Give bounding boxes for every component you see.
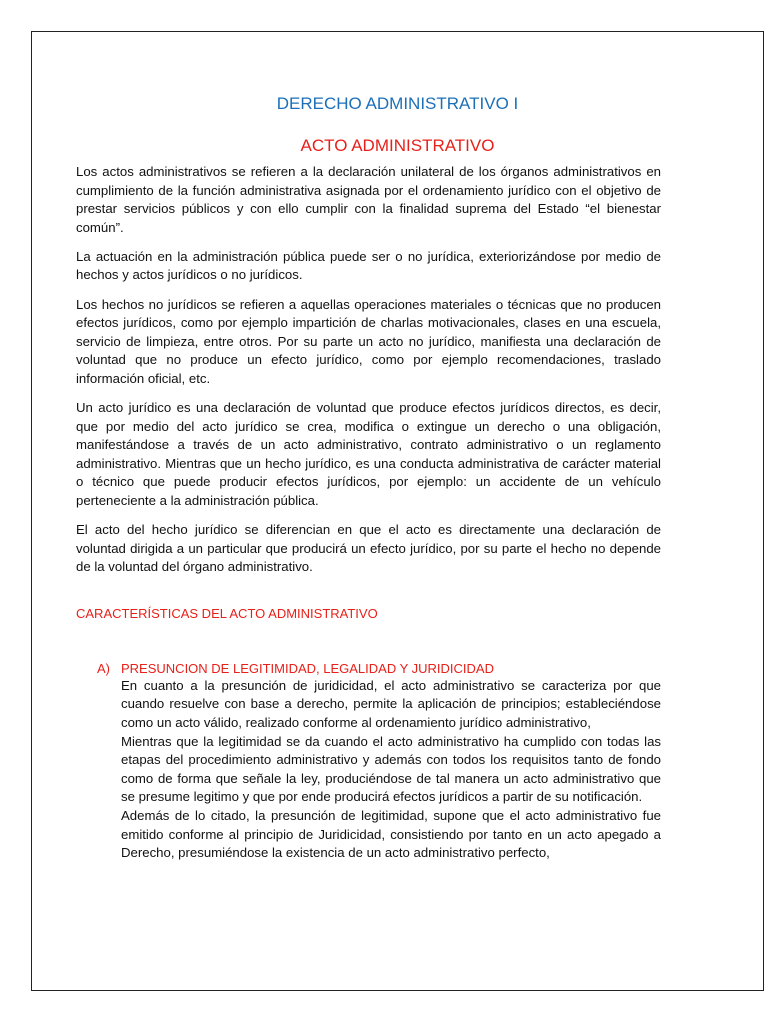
- document-title: DERECHO ADMINISTRATIVO I: [276, 94, 519, 113]
- paragraph-4: Un acto jurídico es una declaración de voluntad que produce efectos jurídicos directos, es decir, que por medio del acto jurídico se crea, modifica o extingue un derecho o una obligación, manifestándose a través de un acto administrativo, contrato administrativo o un reglamento administrativo. Mientras que un hecho jurídico, es una conducta administrativa de carácter material o técnico que puede producir efectos jurídicos, por ejemplo: un accidente de un vehículo perteneciente a la administración pública.: [76, 400, 661, 508]
- paragraph-5: El acto del hecho jurídico se diferencian en que el acto es directamente una declaración de voluntad dirigida a un particular que producirá un efecto jurídico, por su parte el hecho no depende de la voluntad del órgano administrativo.: [76, 522, 661, 575]
- paragraph-2: La actuación en la administración pública puede ser o no jurídica, exteriorizándose por medio de hechos y actos jurídicos o no jurídicos.: [76, 248, 661, 283]
- document-subtitle: ACTO ADMINISTRATIVO: [300, 136, 495, 155]
- paragraph-3: Los hechos no jurídicos se refieren a aquellas operaciones materiales o técnicas que no producen efectos jurídicos, como por ejemplo impartición de charlas motivacionales, clases en una escuela, servicio de limpieza, entre otros. Por su parte un acto no jurídico, manifiesta una declaración de voluntad que no produce un efecto jurídico, como por ejemplo recomendaciones, traslado información oficial, etc.: [76, 296, 661, 386]
- document-body: [76, 163, 661, 863]
- item-a-body-line-2: Mientras que la legitimidad se da cuando el acto administrativo ha cumplido con todas las etapas del procedimiento administrativo y además con todos los requisitos tanto de fondo como de forma que señale la ley, produciéndose de tal manera un acto administrativo que se presume legitimo y que por ende producirá efectos jurídicos a partir de su notificación.: [121, 733, 661, 805]
- item-a-heading: PRESUNCION DE LEGITIMIDAD, LEGALIDAD Y JURIDICIDAD: [121, 660, 494, 676]
- item-a-marker: A): [97, 660, 110, 676]
- item-a-heading-row: [76, 660, 661, 677]
- item-a-body: [121, 677, 661, 863]
- paragraph-1: Los actos administrativos se refieren a la declaración unilateral de los órganos administrativos en cumplimiento de la función administrativa asignada por el ordenamiento jurídico con el objetivo de prestar servicios públicos y con ello cumplir con la finalidad suprema del Estado “el bienestar común”.: [76, 164, 661, 235]
- item-a-body-line-1: En cuanto a la presunción de juridicidad, el acto administrativo se caracteriza por que cuando resuelve con base a derecho, permite la aplicación de principios; estableciéndose como un acto válido, realizado conforme al ordenamiento jurídico administrativo,: [121, 677, 661, 731]
- section-heading: CARACTERÍSTICAS DEL ACTO ADMINISTRATIVO: [76, 605, 378, 621]
- item-a-body-line-3: Además de lo citado, la presunción de legitimidad, supone que el acto administrativo fue emitido conforme al principio de Juridicidad, consistiendo por tanto en un acto apegado a Derecho, presumiéndose la existencia de un acto administrativo perfecto,: [121, 808, 661, 861]
